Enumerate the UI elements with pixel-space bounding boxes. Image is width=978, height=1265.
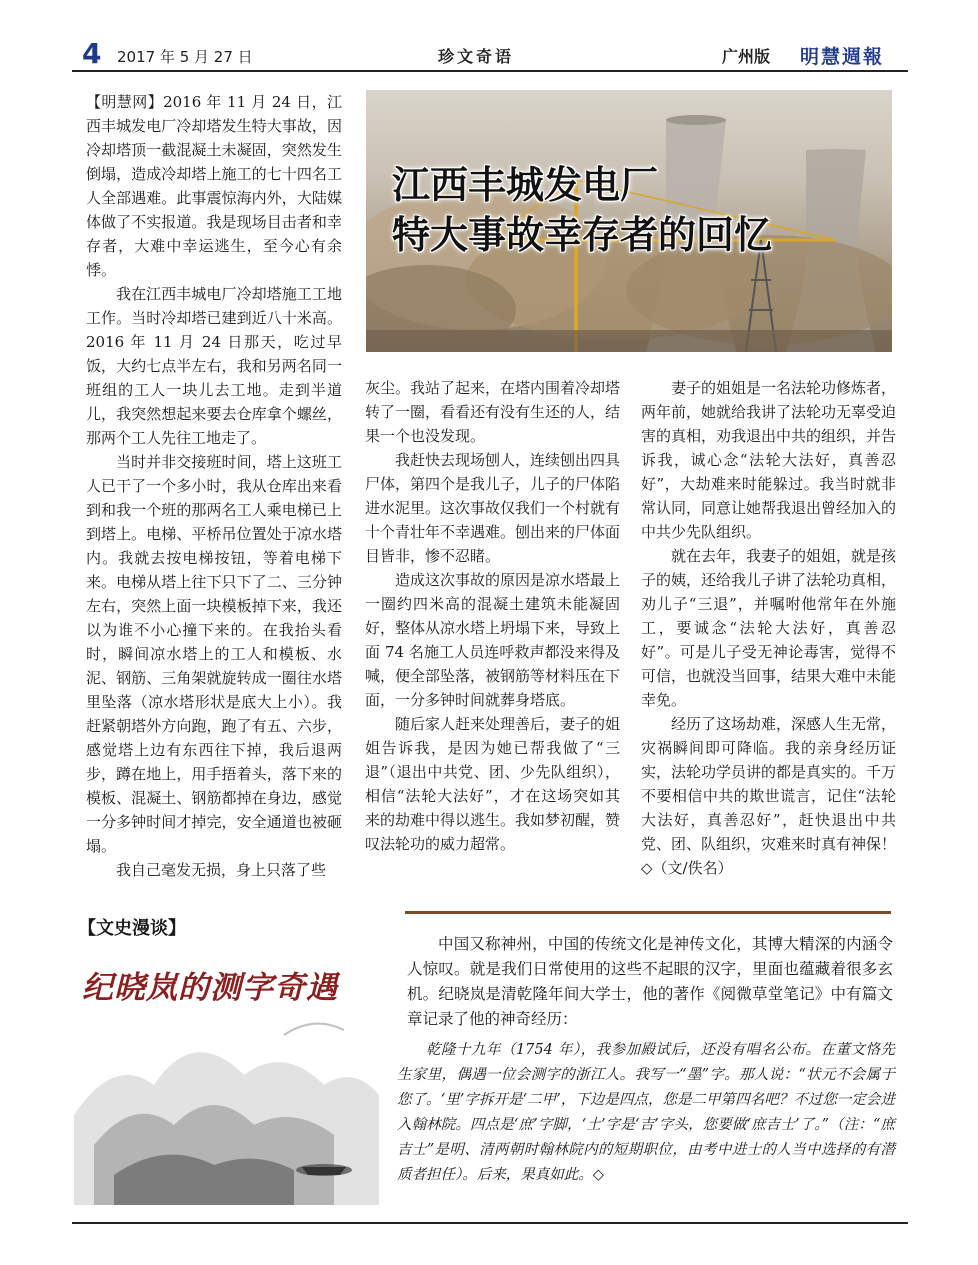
article-paragraph: 我赶快去现场刨人，连续刨出四具尸体，第四个是我儿子，儿子的尸体陷进水泥里。这次事故仅我们一个村就有十个青壮年不幸遇难。刨出来的尸体面目皆非，惨不忍睹。 [365,451,621,565]
article-paragraph: 我在江西丰城电厂冷却塔施工工地工作。当时冷却塔已建到近八十米高。2016 年 11 月 24 日那天，吃过早饭，大约七点半左右，我和另两名同一班组的工人一块儿去工地。走到半道儿，我突然想起来要去仓库拿个螺丝，那两个工人先往工地走了。 [86,285,342,447]
culture-article-title: 纪晓岚的测字奇遇 [82,970,338,1006]
culture-quote-paragraph: 乾隆十九年（1754 年），我参加殿试后，还没有唱名公布。在董文恪先生家里，偶遇一位会测字的浙江人。我写一“墨”字。那人说：“状元不会属于您了。‘里’字拆开是‘二甲’，下边是四点，您是二甲第四名吧？不过您一定会进入翰林院。四点是‘庶’字脚，‘土’字是‘吉’字头，您要做‘庶吉士’了。”（注：“庶吉士”是明、清两朝时翰林院内的短期职位，由考中进士的人当中选择的有潜质者担任）。后来，果真如此。◇ [397,1042,895,1183]
culture-intro-paragraph: 中国又称神州，中国的传统文化是神传文化，其博大精深的内涵令人惊叹。就是我们日常使用的这些不起眼的汉字，里面也蕴藏着很多玄机。纪晓岚是清乾隆年间大学士，他的著作《阅微草堂笔记》中有篇文章记录了他的神奇经历： [407,935,893,1028]
article-paragraph: 随后家人赶来处理善后，妻子的姐姐告诉我，是因为她已帮我做了“三退”（退出中共党、团、少先队组织），相信“法轮大法好”，才在这场突如其来的劫难中得以逃生。我如梦初醒，赞叹法轮功的威力超常。 [365,715,621,853]
article-paragraph: 【明慧网】2016 年 11 月 24 日，江西丰城发电厂冷却塔发生特大事故，因冷却塔顶一截混凝土未凝固，突然发生倒塌，造成冷却塔上施工的七十四名工人全部遇难。此事震惊海内外，大陆媒体做了不实报道。我是现场目击者和幸存者，大难中幸运逃生，至今心有余悸。 [86,93,342,279]
footer-rule [72,1222,908,1224]
article-paragraph: 我自己毫发无损，身上只落了些 [116,861,327,879]
newspaper-brand: 明慧週報 [800,46,885,68]
culture-intro [407,932,893,1032]
article-paragraph: 造成这次事故的原因是凉水塔最上一圈约四米高的混凝土建筑未能凝固好，整体从凉水塔上坍塌下来，导致上面 74 名施工人员连呼救声都没来得及喊，便全部坠落，被钢筋等材料压在下面，一分多钟时间就葬身塔底。 [365,571,621,709]
page-number: 4 [82,37,102,70]
article-paragraph: 当时并非交接班时间，塔上这班工人已干了一个多小时，我从仓库出来看到和我一个班的那两名工人乘电梯已上到塔上。电梯、平桥吊位置处于凉水塔内。我就去按电梯按钮，等着电梯下来。电梯从塔上往下只下了二、三分钟左右，突然上面一块模板掉下来，我还以为谁不小心撞下来的。在我抬头看时，瞬间凉水塔上的工人和模板、水泥、钢筋、三角架就旋转成一圈往水塔里坠落（凉水塔形状是底大上小）。我赶紧朝塔外方向跑，跑了有五、六步，感觉塔上边有东西往下掉，我后退两步，蹲在地上，用手捂着头，落下来的模板、混凝土、钢筋都掉在身边，感觉一分多钟时间才掉完，安全通道也被砸塌。 [86,453,342,855]
header-rule [72,70,908,72]
headline-line-2: 特大事故幸存者的回忆 [392,213,773,257]
article-headline [392,160,772,260]
headline-line-1: 江西丰城发电厂 [392,163,659,207]
hero-photo [366,90,892,352]
article-column-2 [365,376,620,856]
article-column-3 [641,376,896,880]
article-paragraph: 经历了这场劫难，深感人生无常，灾祸瞬间即可降临。我的亲身经历证实，法轮功学员讲的都是真实的。千万不要相信中共的欺世谎言，记住“法轮大法好，真善忍好”，赶快退出中共党、团、队组织，灾难来时真有神保！◇（文/佚名） [641,715,897,877]
article-paragraph: 妻子的姐姐是一名法轮功修炼者，两年前，她就给我讲了法轮功无辜受迫害的真相，劝我退出中共的组织，并告诉我，诚心念“法轮大法好，真善忍好”，大劫难来时能躲过。我当时就非常认同，同意让她帮我退出曾经加入的中共少先队组织。 [641,379,897,541]
edition-label: 广州版 [722,47,771,66]
article-paragraph: 就在去年，我妻子的姐姐，就是孩子的姨，还给我儿子讲了法轮功真相，劝儿子“三退”，并嘱咐他常年在外施工，要诚念“法轮大法好，真善忍好”。可是儿子受无神论毒害，觉得不可信，也就没当回事，结果大难中未能幸免。 [641,547,897,709]
article-column-1 [86,90,342,882]
section-tag: 【文史漫谈】 [78,918,186,939]
article-paragraph: 灰尘。我站了起来，在塔内围着冷却塔转了一圈，看看还有没有生还的人，结果一个也没发现。 [365,379,621,445]
section-divider [405,911,891,914]
issue-date: 2017 年 5 月 27 日 [117,48,253,66]
culture-quote [397,1038,895,1188]
section-name: 珍文奇语 [438,47,515,66]
